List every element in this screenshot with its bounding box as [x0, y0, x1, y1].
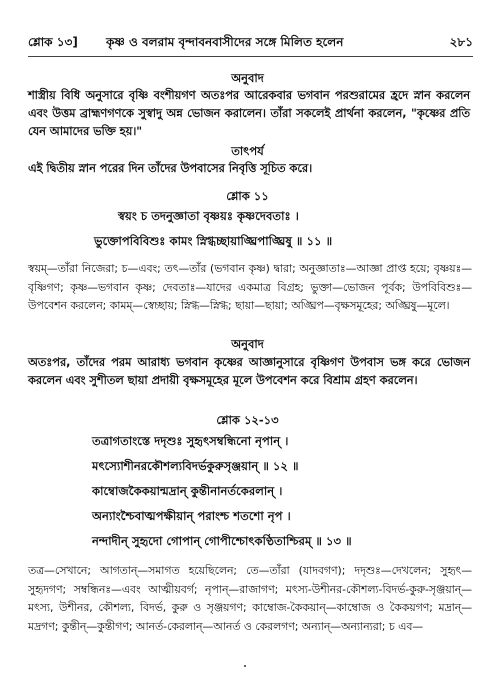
- translation-heading: অনুবাদ: [231, 71, 264, 85]
- translation-paragraph: শাস্ত্রীয় বিধি অনুসারে বৃষ্ণি বংশীয়গণ অতঃপর আরেকবার ভগবান পরশুরামের হ্রদে স্নান করলেন এবং উত্তম ব্রাহ্মণগণকে সুস্বাদু অন্ন ভোজন করালেন। তাঁরা সকলেই প্রার্থনা করলেন, "কৃষ্ণের প্রতি যেন আমাদের ভক্তি হয়।": [28, 89, 470, 138]
- header-divider: [28, 56, 473, 57]
- header-verse-ref: শ্লোক ১৩]: [28, 35, 78, 49]
- purport-paragraph: এই দ্বিতীয় স্নান পরের দিন তাঁদের উপবাসের নিবৃত্তি সূচিত করে।: [28, 162, 313, 175]
- verse-13-line-2: অন্যাংশ্চৈবাত্মপক্ষীয়ান্ পরাংশ্চ শতশো নৃপ ।: [92, 509, 291, 523]
- page-header: [28, 34, 473, 54]
- header-chapter-title: কৃষ্ণ ও বলরাম বৃন্দাবনবাসীদের সঙ্গে মিলিত হলেন: [106, 35, 344, 49]
- verse-13-line-3: নন্দাদীন্ সুহৃদো গোপান্ গোপীশ্চোৎকণ্ঠিতাশ্চিরম্ ॥ ১৩ ॥: [92, 534, 352, 548]
- purport-heading: তাৎপর্য: [231, 144, 264, 158]
- verse-12-line-1: তত্রাগতাংস্তে দদৃশুঃ সুহৃৎসম্বন্ধিনো নৃপান্ ।: [92, 434, 289, 448]
- page-mark: [244, 665, 246, 667]
- verse-12-13-heading: শ্লোক ১২-১৩: [216, 413, 279, 427]
- verse-13-line-1: কাম্বোজকৈকয়ান্মদ্রান্ কুন্তীনানর্তকেরলান্ ।: [92, 484, 283, 498]
- verse-11-translation-paragraph: অতঃপর, তাঁদের পরম আরাধ্য ভগবান কৃষ্ণের আজ্ঞানুসারে বৃষ্ণিগণ উপবাস ভঙ্গ করে ভোজন করলেন এবং সুশীতল ছায়া প্রদায়ী বৃক্ষসমূহের মূলে উপবেশন করে বিশ্রাম গ্রহণ করলেন।: [28, 356, 470, 387]
- verse-11-synonyms: স্বয়ম্—তাঁরা নিজেরা; চ—এবং; তৎ—তাঁর (ভগবান কৃষ্ণ) দ্বারা; অনুজ্ঞাতাঃ—আজ্ঞা প্রাপ্ত হয়ে; বৃষ্ণয়ঃ—বৃষ্ণিগণ; কৃষ্ণ—ভগবান কৃষ্ণ; দেবতাঃ—যাদের একমাত্র বিগ্রহ; ভুক্তা—ভোজন পূর্বক; উপবিবিশুঃ—উপবেশন করলেন; কামম্—স্বেচ্ছায়; স্নিগ্ধ—স্নিগ্ধ; ছায়া—ছায়া; অঙ্ঘ্রিপ—বৃক্ষসমূহের; অঙ্ঘ্রিষু—মূলে।: [28, 262, 472, 313]
- verse-11-line-2: ভুক্তোপবিবিশুঃ কামং স্নিগ্ধচ্ছায়াঙ্ঘ্রিপাঙ্ঘ্রিষু ॥ ১১ ॥: [94, 234, 333, 248]
- verse-11-translation-heading: অনুবাদ: [231, 337, 264, 351]
- verse-11-line-1: স্বয়ং চ তদনুজ্ঞাতা বৃষ্ণয়ঃ কৃষ্ণদেবতাঃ ।: [118, 209, 299, 223]
- verse-11-heading: শ্লোক ১১: [226, 189, 269, 203]
- header-page-number: ২৮১: [449, 35, 473, 49]
- verse-12-13-synonyms: তত্র—সেখানে; আগতান্—সমাগত হয়েছিলেন; তে—তাঁরা (যাদবগণ); দদৃশুঃ—দেখলেন; সুহৃৎ—সুহৃদগণ; সম্বন্ধিনঃ—এবং আত্মীয়বর্গ; নৃপান্—রাজাগণ; মৎস্য-উশীনর-কৌশল্য-বিদর্ভ-কুরু-সৃঞ্জয়ান্—মৎস্য, উশীনর, কৌশল্য, বিদর্ভ, কুরু ও সৃঞ্জয়গণ; কাম্বোজ-কৈকয়ান্—কাম্বোজ ও কৈকয়গণ; মদ্রান্—মদ্রগণ; কুন্তীন্—কুন্তীগণ; আনর্ত-কেরলান্—আনর্ত ও কেরলগণ; অন্যান্—অন্যান্যরা; চ এব—: [28, 564, 472, 633]
- verse-12-line-2: মৎস্যোশীনরকৌশল্যবিদর্ভকুরুসৃঞ্জয়ান্ ॥ ১২ ॥: [92, 459, 299, 473]
